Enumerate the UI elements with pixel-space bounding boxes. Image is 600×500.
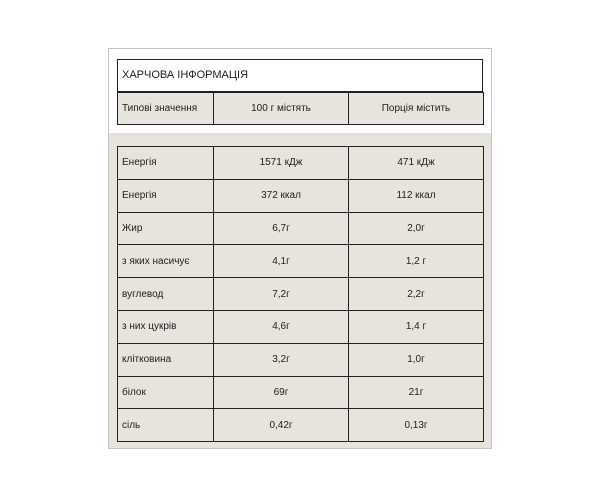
header-per-100g: 100 г містять <box>214 93 349 125</box>
row-per-portion: 21г <box>349 376 484 409</box>
row-per-portion: 1,2 г <box>349 245 484 278</box>
row-label: білок <box>118 376 214 409</box>
table-row <box>118 179 484 212</box>
row-per-100g: 372 ккал <box>214 179 349 212</box>
row-per-100g: 7,2г <box>214 278 349 311</box>
row-per-100g: 6,7г <box>214 212 349 245</box>
table-row <box>118 310 484 343</box>
row-per-portion: 2,0г <box>349 212 484 245</box>
table-row <box>118 245 484 278</box>
nutrition-panel <box>108 48 492 449</box>
table-row <box>118 376 484 409</box>
row-label: клітковина <box>118 343 214 376</box>
row-per-100g: 69г <box>214 376 349 409</box>
table-row <box>118 409 484 442</box>
row-label: з яких насичує <box>118 245 214 278</box>
nutrition-table <box>117 146 484 442</box>
table-row <box>118 278 484 311</box>
table-row <box>118 147 484 180</box>
row-per-100g: 0,42г <box>214 409 349 442</box>
row-per-portion: 2,2г <box>349 278 484 311</box>
row-label: Жир <box>118 212 214 245</box>
header-per-portion: Порція містить <box>349 93 484 125</box>
row-per-portion: 471 кДж <box>349 147 484 180</box>
row-label: вуглевод <box>118 278 214 311</box>
table-row <box>118 343 484 376</box>
row-label: Енергія <box>118 179 214 212</box>
table-title: ХАРЧОВА ІНФОРМАЦІЯ <box>117 59 483 92</box>
header-typical-values: Типові значення <box>118 93 214 125</box>
row-per-100g: 4,1г <box>214 245 349 278</box>
row-per-100g: 4,6г <box>214 310 349 343</box>
table-row <box>118 212 484 245</box>
row-per-100g: 1571 кДж <box>214 147 349 180</box>
row-label: з них цукрів <box>118 310 214 343</box>
row-label: Енергія <box>118 147 214 180</box>
row-per-portion: 112 ккал <box>349 179 484 212</box>
row-per-portion: 0,13г <box>349 409 484 442</box>
header-row <box>118 93 484 125</box>
row-label: сіль <box>118 409 214 442</box>
row-per-portion: 1,0г <box>349 343 484 376</box>
column-header-table <box>117 92 484 125</box>
row-per-100g: 3,2г <box>214 343 349 376</box>
row-per-portion: 1,4 г <box>349 310 484 343</box>
